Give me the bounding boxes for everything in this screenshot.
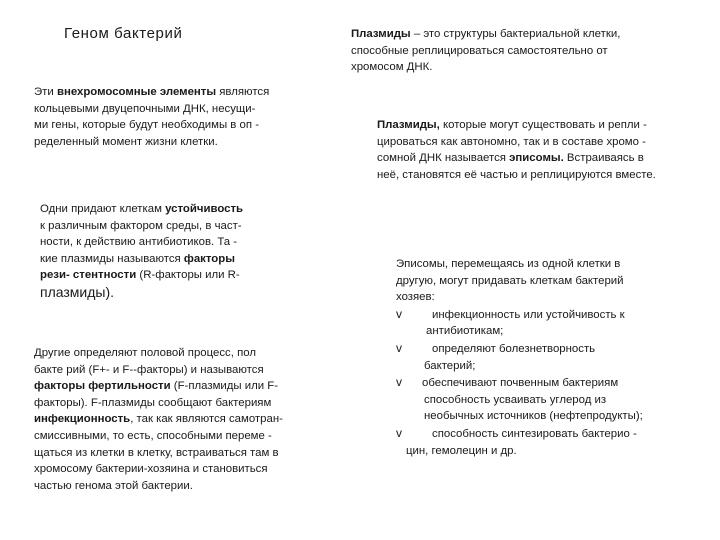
list-item: v способность синтезировать бактерио - (396, 425, 637, 440)
text-line: хозяев: (396, 291, 435, 304)
left-paragraph-extrachromosomal (34, 84, 269, 150)
bold-term: внехромосомные элементы (56, 86, 217, 98)
text-line: способные реплицироваться самостоятельно от (351, 44, 608, 57)
text-line: кие плазмиды называются факторы (40, 252, 235, 265)
text-line: цин, гемолецин и др. (406, 444, 517, 457)
text-line: Эписомы, перемещаясь из одной клетки в (396, 258, 621, 270)
text-line: хромосом ДНК. (351, 61, 433, 74)
bold-term: устойчивость (165, 203, 244, 215)
right-paragraph-plasmid-definition (351, 26, 620, 76)
text-line: Эти внехромосомные элементы являются (34, 86, 270, 98)
checkmark-bullet-icon: v (396, 375, 402, 390)
left-paragraph-resistance (40, 201, 243, 301)
right-paragraph-episome-properties (396, 256, 643, 459)
checkmark-bullet-icon: v (396, 306, 402, 321)
list-item: v определяют болезнетворность (396, 340, 596, 355)
bold-term: Плазмиды, (377, 119, 440, 131)
text-line: ределенный момент жизни клетки. (34, 135, 218, 148)
text-line: Другие определяют половой процесс, пол (34, 347, 256, 359)
bold-term: инфекционность (34, 413, 131, 426)
text-line: неё, становятся её частью и реплицируются вместе. (377, 168, 656, 181)
text-line: способность усваивать углерод из (424, 393, 607, 406)
text-line: ми гены, которые будут необходимы в оп - (34, 119, 259, 132)
text-line: кольцевыми двуцепочными ДНК, несущи- (34, 102, 256, 115)
text-line: к различным фактором среды, в част- (40, 219, 242, 232)
text-line: хромосому бактерии-хозяина и становиться (34, 463, 268, 476)
text-line: частью генома этой бактерии. (34, 479, 193, 492)
text-line: рези- стентности (R-факторы или R- (40, 269, 240, 282)
checkmark-bullet-icon: v (396, 340, 402, 355)
left-paragraph-fertility (34, 345, 283, 494)
text-line: антибиотикам; (426, 325, 504, 338)
text-line: щаться из клетки в клетку, встраиваться там в (34, 446, 279, 459)
text-line: Плазмиды, которые могут существовать и репли - (377, 119, 647, 131)
list-item: v обеспечивают почвенным бактериям (396, 375, 619, 390)
bold-term: Плазмиды (351, 28, 411, 40)
text-line: другую, могут придавать клеткам бактерий (396, 274, 624, 287)
text-line: цироваться как автономно, так и в составе хромо - (377, 135, 646, 148)
text-line: факторы фертильности (F-плазмиды или F- (34, 380, 279, 393)
page-title: Геном бактерий (64, 25, 183, 42)
list-item: v инфекционность или устойчивость к (396, 306, 625, 321)
bold-term: факторы (183, 252, 235, 265)
text-line: бактерий; (424, 359, 476, 372)
right-paragraph-episomes (377, 117, 656, 183)
text-line: инфекционность, так как являются самотран- (34, 413, 283, 426)
bold-term: факторы фертильности (34, 380, 171, 393)
text-line: Плазмиды – это структуры бактериальной клетки, (351, 28, 621, 40)
bold-term: рези- стентности (40, 269, 137, 282)
text-line: Одни придают клеткам устойчивость (40, 203, 244, 215)
text-line: плазмиды). (40, 283, 115, 300)
text-line: факторы). F-плазмиды сообщают бактериям (34, 396, 272, 409)
text-line: смиссивными, то есть, способными переме - (34, 429, 272, 442)
text-line: бакте рий (F+- и F--факторы) и называются (34, 363, 264, 376)
text-line: сомной ДНК называется эписомы. Встраиваясь в (377, 152, 644, 165)
bold-term: эписомы. (509, 152, 564, 165)
text-line: ности, к действию антибиотиков. Та - (40, 236, 238, 249)
text-line: необычных источников (нефтепродукты); (424, 410, 643, 423)
checkmark-bullet-icon: v (396, 425, 402, 440)
